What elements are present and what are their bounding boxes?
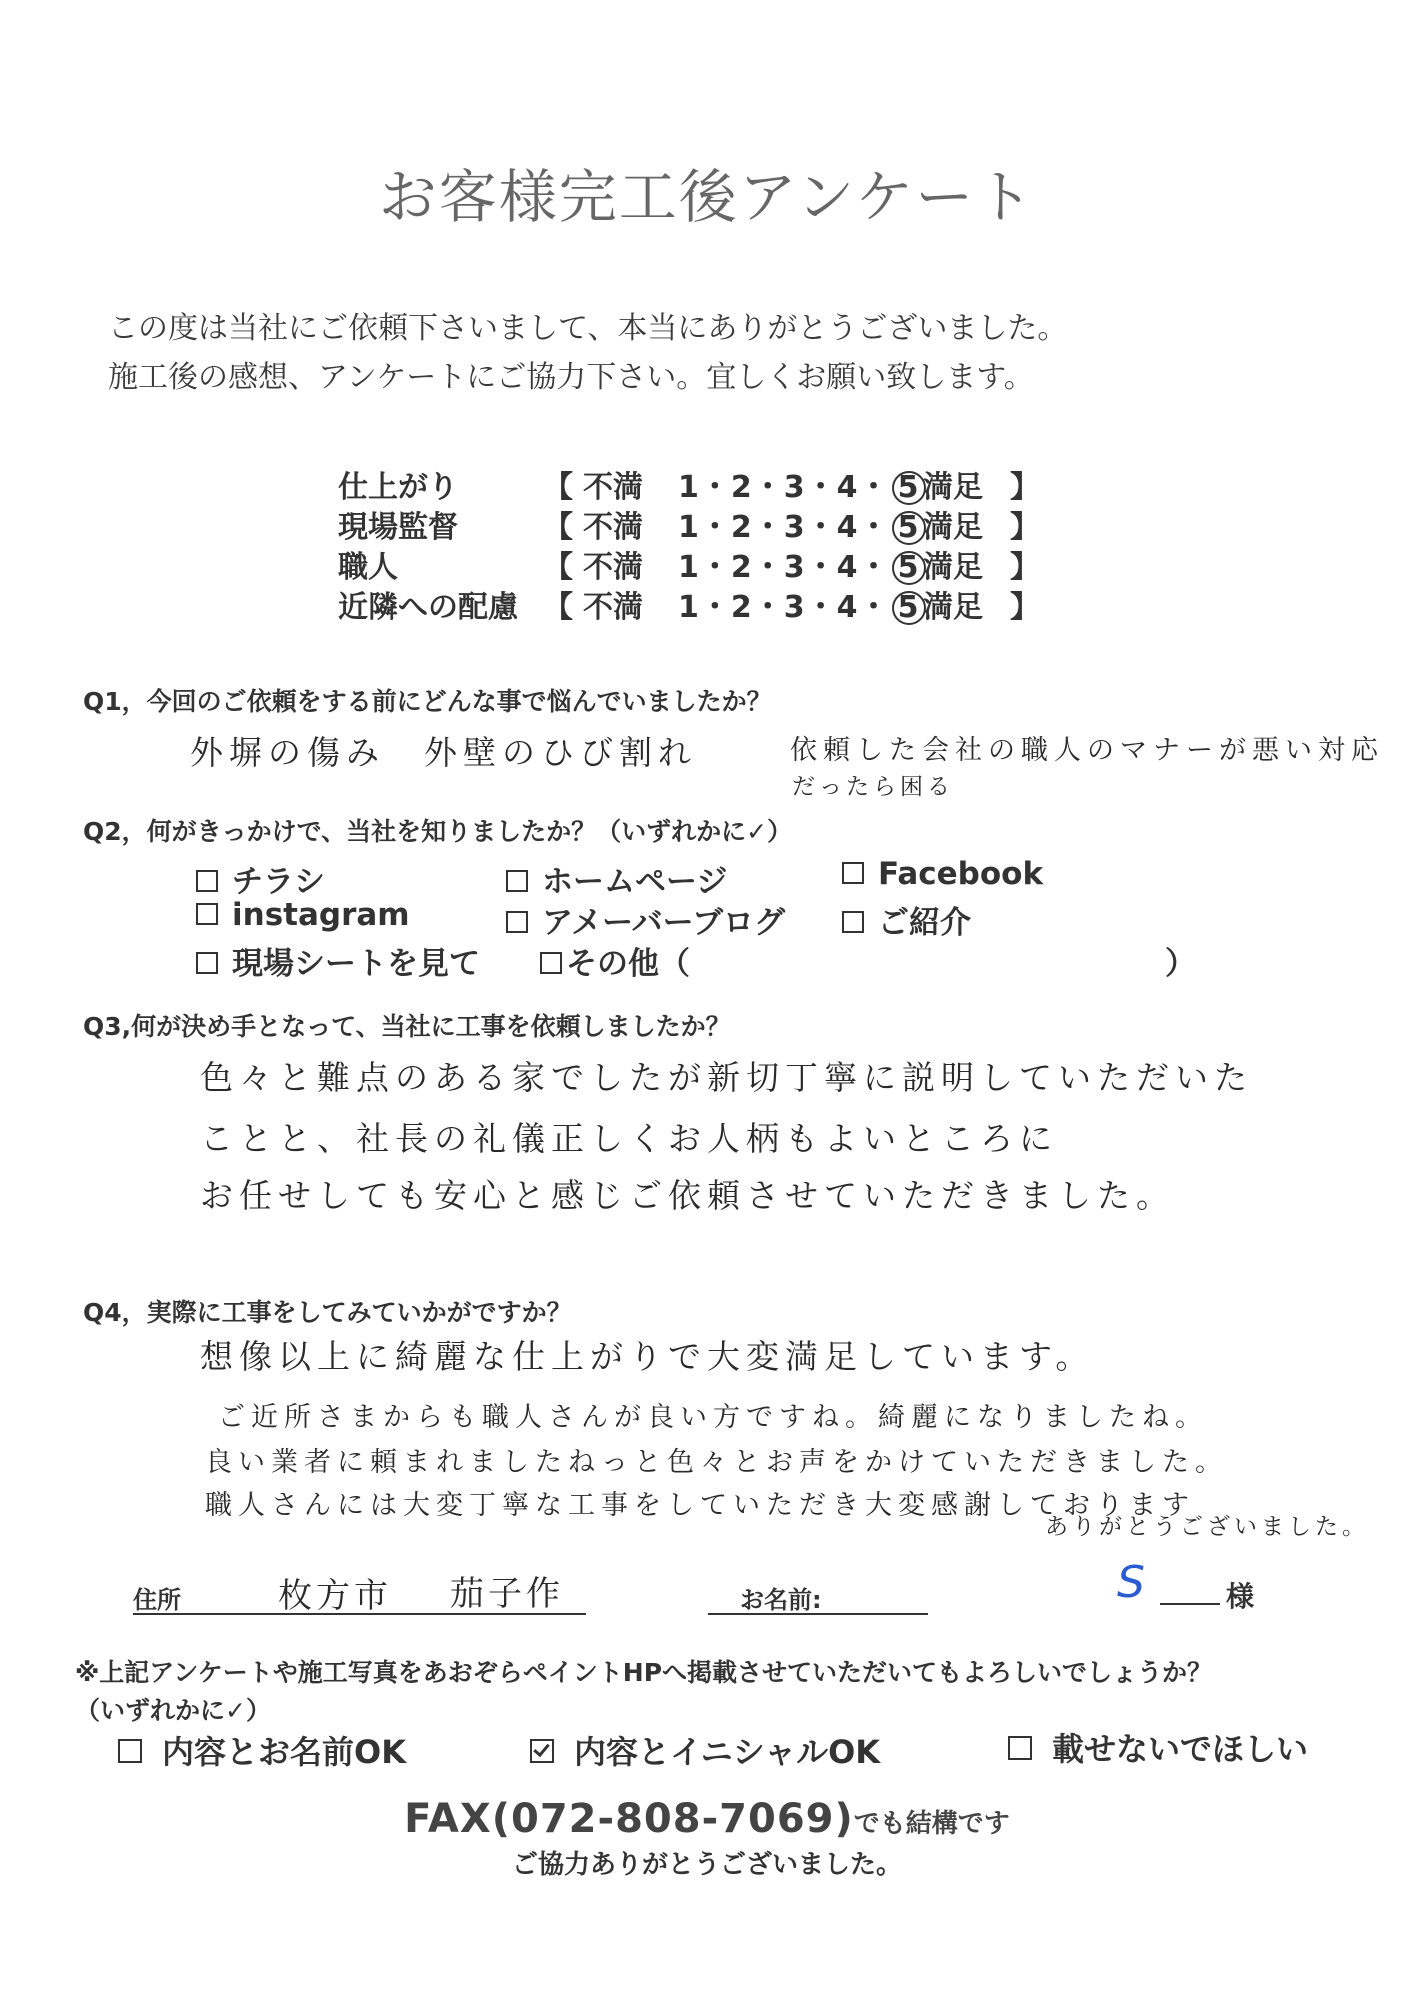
bracket-close: 】 bbox=[1010, 510, 1040, 545]
consent-option-content-and-initial[interactable]: 内容とイニシャルOK bbox=[530, 1727, 880, 1773]
rating-scale-numbers: 1・2・3・4・ bbox=[678, 550, 890, 585]
q2-other-close-paren: ） bbox=[1165, 946, 1196, 982]
rating-selected-circle: 5 bbox=[892, 471, 926, 505]
bracket-open: 【 bbox=[543, 590, 573, 625]
rating-category: 現場監督 bbox=[338, 510, 458, 545]
rating-high-label: 満足 bbox=[923, 510, 983, 545]
rating-scale[interactable] bbox=[678, 542, 926, 586]
checkbox-icon[interactable] bbox=[1008, 1736, 1032, 1760]
q1-answer-line-2: だったら困る bbox=[792, 774, 954, 800]
rating-high-label: 満足 bbox=[923, 470, 983, 505]
consent-question-line-2: （いずれかに✓） bbox=[75, 1696, 271, 1725]
intro-line-1: この度は当社にご依頼下さいまして、本当にありがとうございました。 bbox=[108, 311, 1068, 346]
bracket-close: 】 bbox=[1010, 550, 1040, 585]
rating-scale-numbers: 1・2・3・4・ bbox=[678, 590, 890, 625]
fax-number: FAX(072-808-7069) bbox=[404, 1796, 854, 1842]
checkbox-icon[interactable] bbox=[540, 952, 562, 974]
rating-category: 仕上がり bbox=[338, 470, 458, 505]
q2-option-other[interactable]: その他（ bbox=[540, 938, 690, 983]
consent-option-content-and-name[interactable]: 内容とお名前OK bbox=[118, 1727, 406, 1773]
bracket-close: 】 bbox=[1010, 590, 1040, 625]
rating-category: 近隣への配慮 bbox=[338, 590, 518, 625]
fax-line bbox=[0, 1796, 1414, 1842]
checkbox-icon[interactable] bbox=[842, 862, 864, 884]
checkbox-icon[interactable] bbox=[196, 952, 218, 974]
bracket-open: 【 bbox=[543, 510, 573, 545]
bracket-open: 【 bbox=[543, 550, 573, 585]
address-label: 住所 bbox=[133, 1586, 181, 1614]
q2-option-flyer[interactable]: チラシ bbox=[196, 856, 325, 901]
q1-question: Q1，今回のご依頼をする前にどんな事で悩んでいましたか？ bbox=[83, 687, 772, 716]
q2-option-site-sheet[interactable]: 現場シートを見て bbox=[196, 938, 480, 983]
signature-initial: S bbox=[1117, 1557, 1145, 1608]
checked-checkbox-icon[interactable] bbox=[530, 1739, 554, 1763]
rating-low-label: 不満 bbox=[583, 510, 643, 545]
q1-answer-line-1b: 依頼した会社の職人のマナーが悪い対応 bbox=[790, 735, 1384, 766]
rating-selected-circle: 5 bbox=[892, 511, 926, 545]
fax-suffix: でも結構です bbox=[853, 1809, 1010, 1839]
checkbox-icon[interactable] bbox=[506, 870, 528, 892]
q2-option-homepage[interactable]: ホームページ bbox=[506, 856, 727, 901]
q2-option-facebook[interactable]: Facebook bbox=[842, 856, 1043, 892]
name-label: お名前: bbox=[740, 1586, 822, 1614]
consent-option-do-not-publish[interactable]: 載せないでほしい bbox=[1008, 1724, 1308, 1770]
address-city: 枚方市 bbox=[278, 1576, 392, 1616]
rating-scale-numbers: 1・2・3・4・ bbox=[678, 470, 890, 505]
q4-answer-line-2: ご近所さまからも職人さんが良い方ですね。綺麗になりましたね。 bbox=[218, 1402, 1208, 1433]
bracket-open: 【 bbox=[543, 470, 573, 505]
checkbox-icon[interactable] bbox=[196, 870, 218, 892]
intro-line-2: 施工後の感想、アンケートにご協力下さい。宜しくお願い致します。 bbox=[108, 360, 1034, 395]
name-underline bbox=[708, 1613, 928, 1615]
rating-category: 職人 bbox=[338, 550, 398, 585]
address-area: 茄子作 bbox=[450, 1574, 564, 1614]
consent-question-line-1: ※上記アンケートや施工写真をあおぞらペイントHPへ掲載させていただいてもよろしいでしょうか？ bbox=[75, 1658, 1213, 1687]
rating-low-label: 不満 bbox=[583, 470, 643, 505]
rating-selected-circle: 5 bbox=[892, 591, 926, 625]
rating-scale[interactable] bbox=[678, 582, 926, 626]
q3-question: Q3,何が決め手となって、当社に工事を依頼しましたか？ bbox=[83, 1012, 731, 1041]
rating-low-label: 不満 bbox=[583, 590, 643, 625]
q4-answer-line-3: 良い業者に頼まれましたねっと色々とお声をかけていただきました。 bbox=[205, 1447, 1228, 1478]
checkbox-icon[interactable] bbox=[842, 911, 864, 933]
rating-scale[interactable] bbox=[678, 502, 926, 546]
rating-scale[interactable] bbox=[678, 462, 926, 506]
q3-answer-line-2: ことと、社長の礼儀正しくお人柄もよいところに bbox=[200, 1119, 1058, 1158]
q4-answer-line-1: 想像以上に綺麗な仕上がりで大変満足しています。 bbox=[200, 1337, 1095, 1376]
checkbox-icon[interactable] bbox=[196, 903, 218, 925]
rating-low-label: 不満 bbox=[583, 550, 643, 585]
bracket-close: 】 bbox=[1010, 470, 1040, 505]
rating-high-label: 満足 bbox=[923, 590, 983, 625]
q1-answer-line-1a: 外塀の傷み 外壁のひび割れ bbox=[190, 733, 697, 772]
q3-answer-line-3: お任せしても安心と感じご依頼させていただきました。 bbox=[200, 1176, 1175, 1215]
q2-option-instagram[interactable]: instagram bbox=[196, 897, 410, 933]
q4-question: Q4，実際に工事をしてみていかがですか？ bbox=[83, 1298, 572, 1327]
q3-answer-line-1: 色々と難点のある家でしたが新切丁寧に説明していただいた bbox=[200, 1058, 1253, 1097]
rating-scale-numbers: 1・2・3・4・ bbox=[678, 510, 890, 545]
honorific: 様 bbox=[1226, 1580, 1255, 1613]
closing-thanks: ご協力ありがとうございました。 bbox=[511, 1850, 902, 1880]
checkbox-icon[interactable] bbox=[118, 1739, 142, 1763]
q2-option-ameba-blog[interactable]: アメーバーブログ bbox=[506, 897, 785, 942]
q4-answer-line-5: ありがとうございました。 bbox=[1045, 1514, 1369, 1540]
checkbox-icon[interactable] bbox=[506, 911, 528, 933]
honorific-underline bbox=[1160, 1603, 1220, 1605]
page-title: お客様完工後アンケート bbox=[378, 163, 1036, 231]
q2-option-referral[interactable]: ご紹介 bbox=[842, 897, 971, 942]
rating-high-label: 満足 bbox=[923, 550, 983, 585]
q2-question: Q2，何がきっかけで、当社を知りましたか？（いずれかに✓） bbox=[83, 817, 793, 846]
address-underline bbox=[133, 1613, 586, 1615]
rating-selected-circle: 5 bbox=[892, 551, 926, 585]
q4-answer-line-4: 職人さんには大変丁寧な工事をしていただき大変感謝しております bbox=[205, 1490, 1195, 1521]
